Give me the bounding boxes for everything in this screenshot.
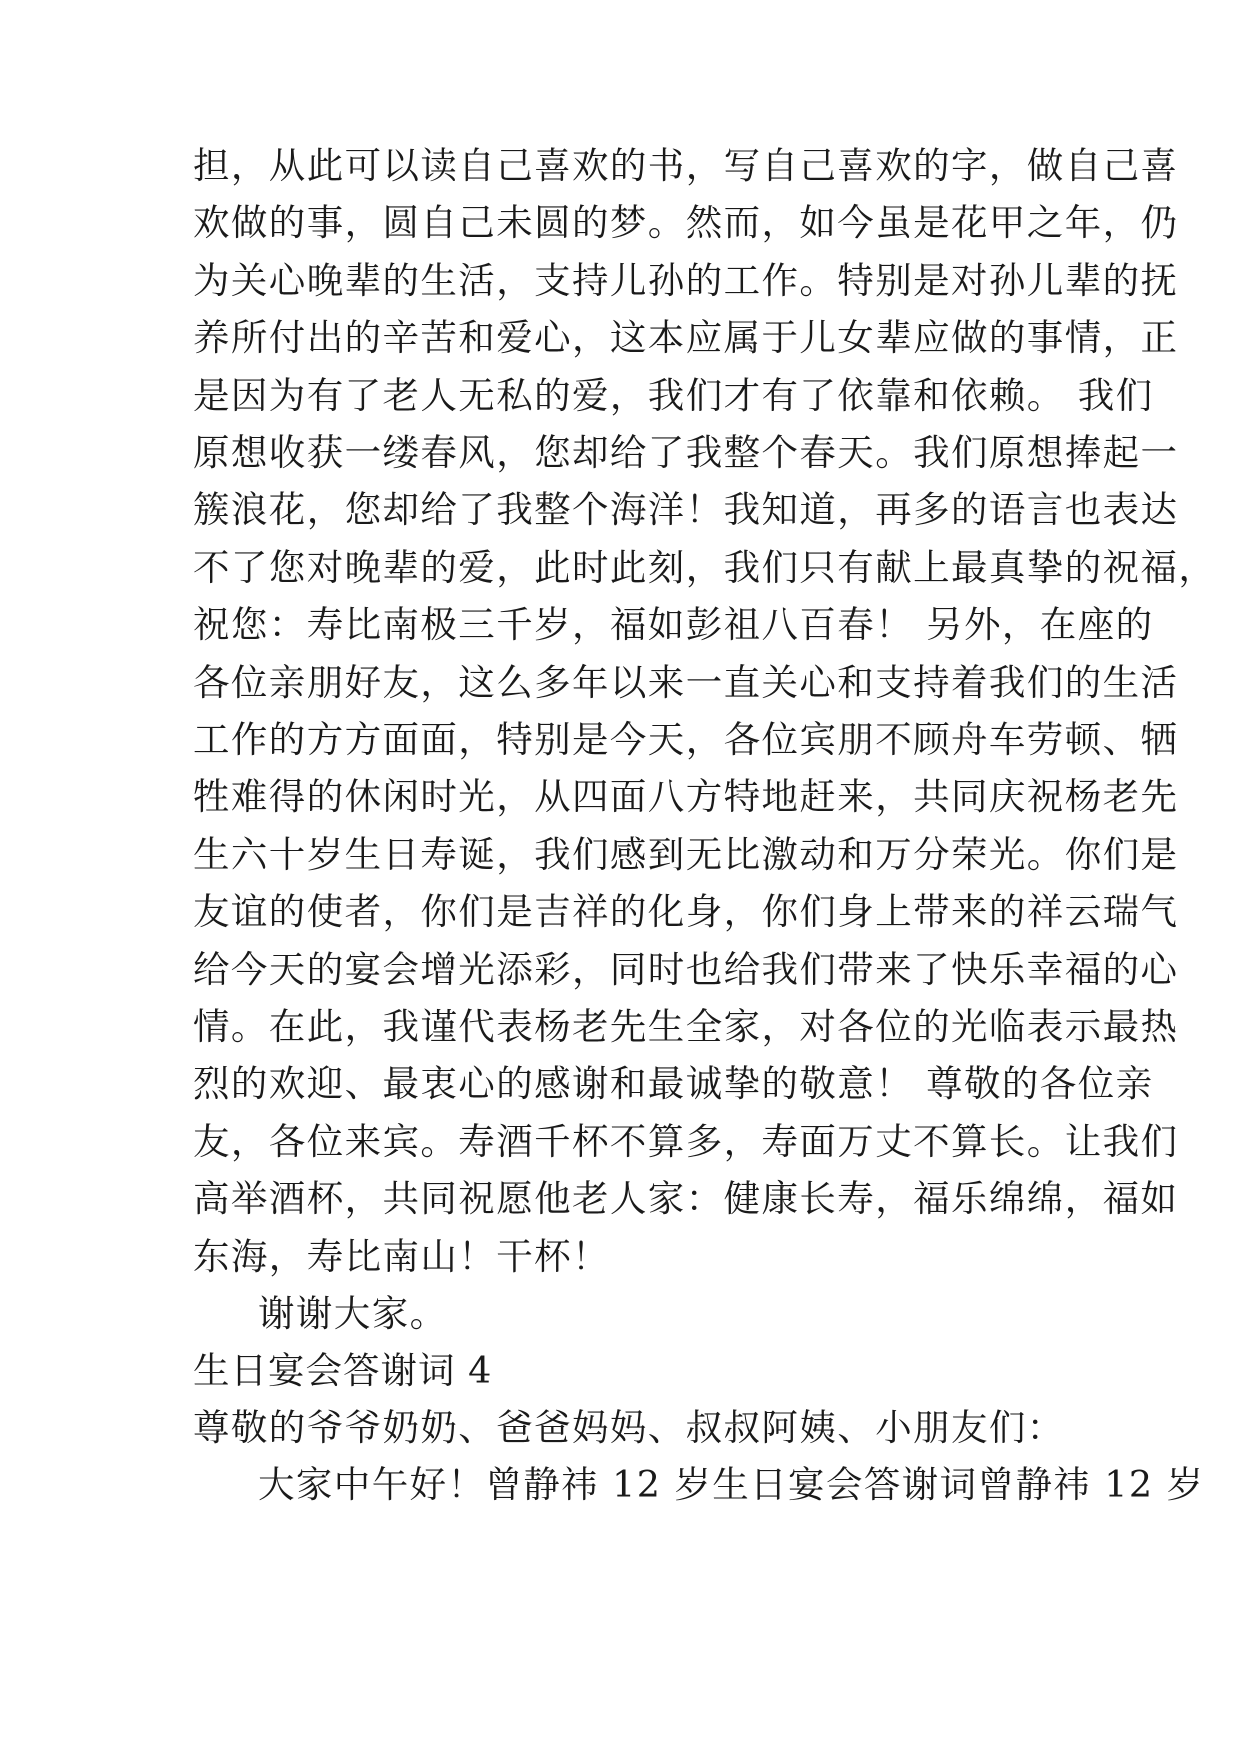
salutation-line: 尊敬的爷爷奶奶、爸爸妈妈、叔叔阿姨、小朋友们： (193, 1406, 1065, 1449)
paragraph-line: 担，从此可以读自己喜欢的书，写自己喜欢的字，做自己喜 (193, 144, 1179, 187)
paragraph-line: 不了您对晚辈的爱，此时此刻，我们只有献上最真挚的祝福， (193, 546, 1217, 589)
paragraph-line: 高举酒杯，共同祝愿他老人家：健康长寿，福乐绵绵，福如 (193, 1177, 1179, 1220)
paragraph-line: 牲难得的休闲时光，从四面八方特地赶来，共同庆祝杨老先 (193, 775, 1179, 818)
paragraph-line-last: 东海，寿比南山！干杯！ (193, 1235, 610, 1278)
paragraph-line: 各位亲朋好友，这么多年以来一直关心和支持着我们的生活 (193, 661, 1179, 704)
paragraph-line: 给今天的宴会增光添彩，同时也给我们带来了快乐幸福的心 (193, 948, 1179, 991)
paragraph-line: 烈的欢迎、最衷心的感谢和最诚挚的敬意！ 尊敬的各位亲 (193, 1062, 1154, 1105)
paragraph-line: 友，各位来宾。寿酒千杯不算多，寿面万丈不算长。让我们 (193, 1120, 1179, 1163)
opening-line: 大家中午好！曾静祎 12 岁生日宴会答谢词曾静祎 12 岁 (258, 1463, 1205, 1506)
paragraph-line: 生六十岁生日寿诞，我们感到无比激动和万分荣光。你们是 (193, 833, 1179, 876)
paragraph-line: 原想收获一缕春风，您却给了我整个春天。我们原想捧起一 (193, 431, 1179, 474)
paragraph-line: 工作的方方面面，特别是今天，各位宾朋不顾舟车劳顿、牺 (193, 718, 1179, 761)
paragraph-line: 祝您：寿比南极三千岁，福如彭祖八百春！ 另外，在座的 (193, 603, 1154, 646)
closing-line: 谢谢大家。 (258, 1292, 448, 1335)
paragraph-line: 情。在此，我谨代表杨老先生全家，对各位的光临表示最热 (193, 1005, 1179, 1048)
paragraph-line: 养所付出的辛苦和爱心，这本应属于儿女辈应做的事情，正 (193, 316, 1179, 359)
section-title: 生日宴会答谢词 4 (193, 1349, 493, 1392)
paragraph-line: 是因为有了老人无私的爱，我们才有了依靠和依赖。 我们 (193, 374, 1154, 417)
paragraph-line: 为关心晚辈的生活，支持儿孙的工作。特别是对孙儿辈的抚 (193, 259, 1179, 302)
paragraph-line: 友谊的使者，你们是吉祥的化身，你们身上带来的祥云瑞气 (193, 890, 1179, 933)
paragraph-line: 欢做的事，圆自己未圆的梦。然而，如今虽是花甲之年，仍 (193, 201, 1179, 244)
paragraph-line: 簇浪花，您却给了我整个海洋！我知道，再多的语言也表达 (193, 488, 1179, 531)
